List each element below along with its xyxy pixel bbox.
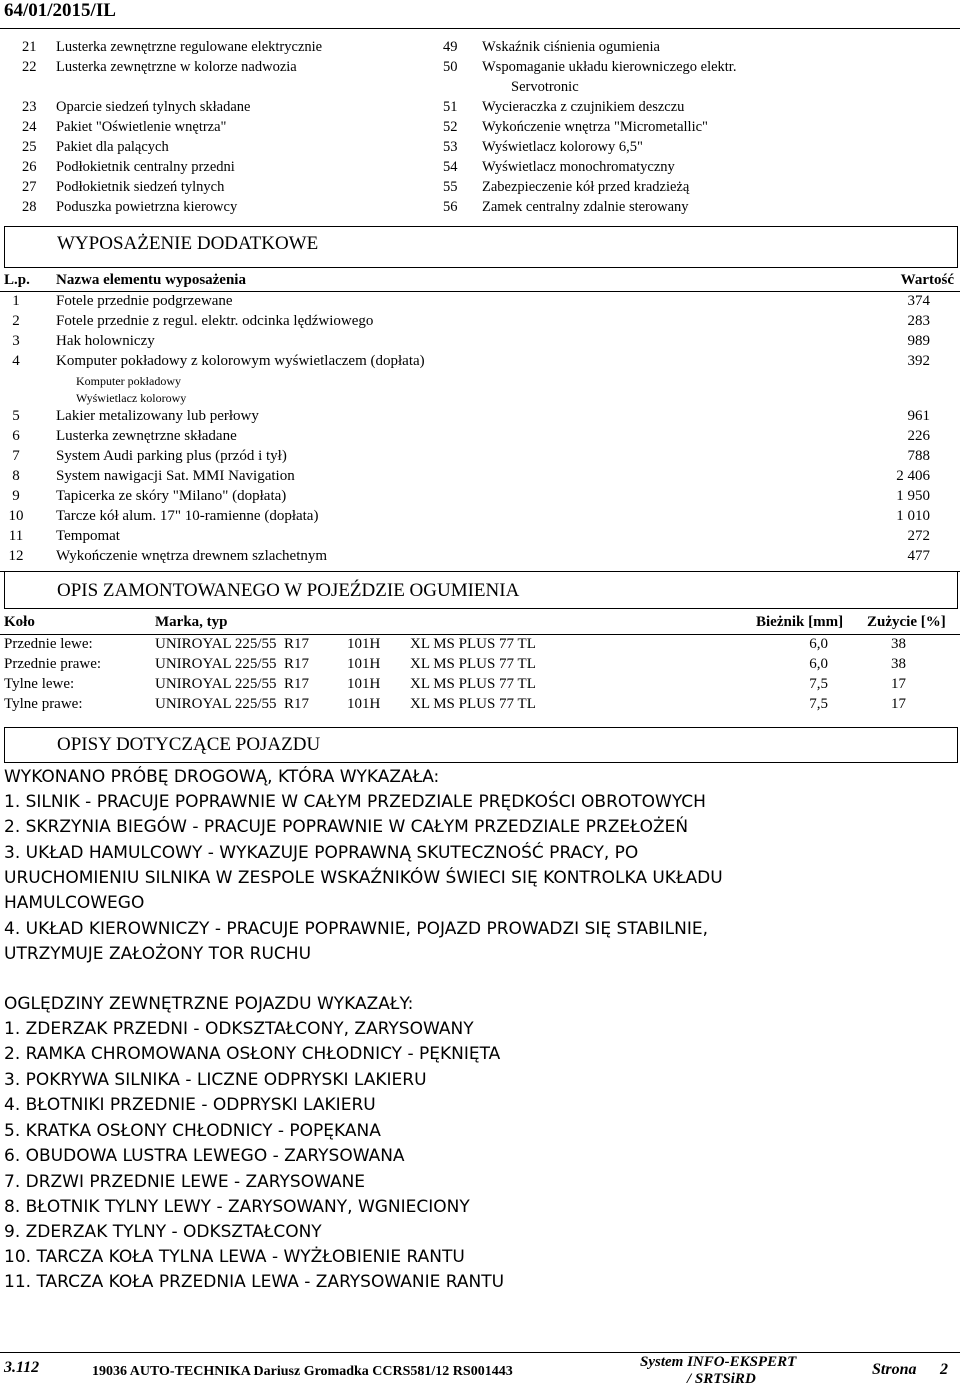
feature-item: Pakiet dla palących: [56, 139, 169, 155]
col-wheel-header: Koło: [4, 614, 35, 630]
vehicle-note-line: 4. BŁOTNIKI PRZEDNIE - ODPRYSKI LAKIERU: [4, 1095, 376, 1115]
footer-page-label: Strona: [872, 1361, 917, 1378]
equipment-value: 374: [907, 293, 930, 309]
tires-header-divider: [0, 634, 960, 635]
vehicle-note-line: 3. POKRYWA SILNIKA - LICZNE ODPRYSKI LAKIERU: [4, 1070, 427, 1090]
feature-number: 27: [22, 179, 37, 195]
equipment-value: 2 406: [896, 468, 930, 484]
tire-wheel: Przednie prawe:: [4, 656, 102, 672]
feature-item: Wykończenie wnętrza "Micrometallic": [482, 119, 708, 135]
vehicle-note-line: 8. BŁOTNIK TYLNY LEWY - ZARYSOWANY, WGNIECIONY: [4, 1197, 470, 1217]
footer-page-number: 2: [940, 1361, 948, 1378]
vehicle-note-line: URUCHOMIENIU SILNIKA W ZESPOLE WSKAŹNIKÓW ŚWIECI SIĘ KONTROLKA UKŁADU: [4, 868, 723, 888]
vehicle-note-line: HAMULCOWEGO: [4, 893, 145, 913]
equipment-name: Fotele przednie z regul. elektr. odcinka lędźwiowego: [56, 313, 374, 329]
footer-system: System INFO-EKSPERT: [640, 1354, 797, 1370]
feature-number: 51: [443, 99, 458, 115]
col-brand-header: Marka, typ: [155, 614, 228, 630]
equipment-lp: 3: [12, 333, 20, 349]
feature-number: 55: [443, 179, 458, 195]
feature-number: 54: [443, 159, 458, 175]
col-tread-header: Bieżnik [mm]: [756, 614, 844, 630]
equipment-sub-item: Wyświetlacz kolorowy: [76, 391, 187, 405]
tire-wear: 38: [891, 636, 906, 652]
vehicle-note-line: 7. DRZWI PRZEDNIE LEWE - ZARYSOWANE: [4, 1172, 366, 1192]
equipment-value: 226: [907, 428, 930, 444]
equipment-value: 477: [907, 548, 930, 564]
equipment-name: Tempomat: [56, 528, 120, 544]
feature-item: Oparcie siedzeń tylnych składane: [56, 99, 251, 115]
equipment-header-divider: [0, 291, 960, 292]
equipment-name: System nawigacji Sat. MMI Navigation: [56, 468, 295, 484]
tire-wear: 17: [891, 676, 906, 692]
tire-load: 101H: [347, 636, 381, 652]
tire-wheel: Tylne prawe:: [4, 696, 83, 712]
equipment-name: Fotele przednie podgrzewane: [56, 293, 233, 309]
feature-item: Wspomaganie układu kierowniczego elektr.: [482, 59, 737, 75]
equipment-lp: 6: [12, 428, 20, 444]
col-name-header: Nazwa elementu wyposażenia: [56, 272, 246, 288]
feature-number: 53: [443, 139, 458, 155]
vehicle-note-line: 11. TARCZA KOŁA PRZEDNIA LEWA - ZARYSOWANIE RANTU: [4, 1272, 505, 1292]
footer-system-sub: / SRTSiRD: [687, 1371, 756, 1387]
extra-equipment-title: WYPOSAŻENIE DODATKOWE: [57, 233, 319, 254]
equipment-lp: 7: [12, 448, 20, 464]
tire-model: XL MS PLUS 77 TL: [410, 636, 536, 652]
tire-brand: UNIROYAL 225/55 R17: [155, 676, 310, 692]
tire-brand: UNIROYAL 225/55 R17: [155, 696, 310, 712]
feature-number: 24: [22, 119, 37, 135]
feature-item: Lusterka zewnętrzne regulowane elektrycznie: [56, 39, 323, 55]
feature-number: 52: [443, 119, 458, 135]
feature-number: 21: [22, 39, 37, 55]
feature-number: 23: [22, 99, 37, 115]
equipment-value: 1 950: [896, 488, 930, 504]
feature-item: Wyświetlacz kolorowy 6,5": [482, 139, 643, 155]
vehicle-note-line: 10. TARCZA KOŁA TYLNA LEWA - WYŻŁOBIENIE RANTU: [4, 1247, 465, 1267]
equipment-value: 788: [907, 448, 930, 464]
equipment-value: 392: [907, 353, 930, 369]
tire-tread: 7,5: [809, 696, 828, 712]
footer-company: 19036 AUTO-TECHNIKA Dariusz Gromadka CCRS581/12 RS001443: [92, 1364, 513, 1379]
equipment-value: 961: [907, 408, 930, 424]
feature-number: 26: [22, 159, 37, 175]
equipment-name: System Audi parking plus (przód i tył): [56, 448, 287, 464]
feature-number: 28: [22, 199, 37, 215]
tire-load: 101H: [347, 676, 381, 692]
tire-wheel: Przednie lewe:: [4, 636, 93, 652]
equipment-lp: 1: [12, 293, 20, 309]
feature-item: Wskaźnik ciśnienia ogumienia: [482, 39, 660, 55]
vehicle-note-line: WYKONANO PRÓBĘ DROGOWĄ, KTÓRA WYKAZAŁA:: [4, 767, 440, 787]
equipment-value: 1 010: [896, 508, 930, 524]
vehicle-note-line: 1. SILNIK - PRACUJE POPRAWNIE W CAŁYM PRZEDZIALE PRĘDKOŚCI OBROTOWYCH: [4, 792, 706, 812]
footer-divider: [0, 1352, 960, 1353]
feature-item: Wycieraczka z czujnikiem deszczu: [482, 99, 685, 115]
tire-model: XL MS PLUS 77 TL: [410, 656, 536, 672]
tire-wear: 17: [891, 696, 906, 712]
tire-tread: 7,5: [809, 676, 828, 692]
equipment-name: Tarcze kół alum. 17" 10-ramienne (dopłata): [56, 508, 319, 524]
document-number: 64/01/2015/IL: [4, 0, 116, 21]
equipment-lp: 5: [12, 408, 20, 424]
equipment-lp: 2: [12, 313, 20, 329]
equipment-value: 272: [907, 528, 930, 544]
equipment-name: Tapicerka ze skóry "Milano" (dopłata): [56, 488, 287, 504]
col-wear-header: Zużycie [%]: [867, 614, 946, 630]
feature-item: Pakiet "Oświetlenie wnętrza": [56, 119, 227, 135]
tires-title: OPIS ZAMONTOWANEGO W POJEŹDZIE OGUMIENIA: [57, 580, 520, 601]
tire-wear: 38: [891, 656, 906, 672]
equipment-name: Komputer pokładowy z kolorowym wyświetlaczem (dopłata): [56, 353, 425, 369]
feature-number: 22: [22, 59, 37, 75]
feature-item: Zabezpieczenie kół przed kradzieżą: [482, 179, 690, 195]
vehicle-note-line: 9. ZDERZAK TYLNY - ODKSZTAŁCONY: [4, 1222, 322, 1242]
vehicle-note-line: 5. KRATKA OSŁONY CHŁODNICY - POPĘKANA: [4, 1121, 381, 1141]
tire-brand: UNIROYAL 225/55 R17: [155, 656, 310, 672]
equipment-name: Wykończenie wnętrza drewnem szlachetnym: [56, 548, 328, 564]
equipment-sub-item: Komputer pokładowy: [76, 374, 181, 388]
tire-wheel: Tylne lewe:: [4, 676, 75, 692]
extra-equipment-title-box: [4, 226, 958, 268]
tire-brand: UNIROYAL 225/55 R17: [155, 636, 310, 652]
feature-item: Podłokietnik centralny przedni: [56, 159, 235, 175]
vehicle-note-line: OGLĘDZINY ZEWNĘTRZNE POJAZDU WYKAZAŁY:: [4, 994, 414, 1014]
feature-item: Wyświetlacz monochromatyczny: [482, 159, 675, 175]
vehicle-note-line: 6. OBUDOWA LUSTRA LEWEGO - ZARYSOWANA: [4, 1146, 405, 1166]
tire-load: 101H: [347, 656, 381, 672]
feature-item: Poduszka powietrzna kierowcy: [56, 199, 238, 215]
footer-section: 3.112: [4, 1359, 40, 1376]
vehicle-notes-title-box: [4, 727, 958, 763]
feature-number: 56: [443, 199, 458, 215]
equipment-lp: 11: [8, 528, 24, 544]
tire-load: 101H: [347, 696, 381, 712]
equipment-value: 989: [907, 333, 930, 349]
equipment-lp: 4: [12, 353, 20, 369]
feature-item: Lusterka zewnętrzne w kolorze nadwozia: [56, 59, 297, 75]
vehicle-note-line: 4. UKŁAD KIEROWNICZY - PRACUJE POPRAWNIE, POJAZD PROWADZI SIĘ STABILNIE,: [4, 919, 709, 939]
feature-item: Zamek centralny zdalnie sterowany: [482, 199, 689, 215]
tires-title-box: [4, 572, 958, 609]
vehicle-note-line: 2. SKRZYNIA BIEGÓW - PRACUJE POPRAWNIE W CAŁYM PRZEDZIALE PRZEŁOŻEŃ: [4, 817, 689, 837]
equipment-name: Lusterka zewnętrzne składane: [56, 428, 237, 444]
equipment-lp: 12: [8, 548, 24, 564]
vehicle-note-line: 1. ZDERZAK PRZEDNI - ODKSZTAŁCONY, ZARYSOWANY: [4, 1019, 474, 1039]
feature-item: Servotronic: [511, 79, 579, 95]
tire-model: XL MS PLUS 77 TL: [410, 696, 536, 712]
tire-tread: 6,0: [809, 636, 828, 652]
vehicle-notes-title: OPISY DOTYCZĄCE POJAZDU: [57, 734, 321, 755]
equipment-lp: 10: [8, 508, 24, 524]
col-value-header: Wartość: [900, 272, 954, 288]
equipment-lp: 9: [12, 488, 20, 504]
header-divider: [0, 28, 960, 29]
vehicle-note-line: 2. RAMKA CHROMOWANA OSŁONY CHŁODNICY - PĘKNIĘTA: [4, 1044, 501, 1064]
equipment-value: 283: [907, 313, 930, 329]
feature-item: Podłokietnik siedzeń tylnych: [56, 179, 225, 195]
tire-tread: 6,0: [809, 656, 828, 672]
feature-number: 25: [22, 139, 37, 155]
feature-number: 49: [443, 39, 458, 55]
equipment-name: Lakier metalizowany lub perłowy: [56, 408, 259, 424]
tire-model: XL MS PLUS 77 TL: [410, 676, 536, 692]
equipment-name: Hak holowniczy: [56, 333, 155, 349]
equipment-lp: 8: [12, 468, 20, 484]
vehicle-note-line: 3. UKŁAD HAMULCOWY - WYKAZUJE POPRAWNĄ SKUTECZNOŚĆ PRACY, PO: [4, 843, 639, 863]
col-lp-header: L.p.: [4, 272, 30, 288]
feature-number: 50: [443, 59, 458, 75]
vehicle-note-line: UTRZYMUJE ZAŁOŻONY TOR RUCHU: [4, 944, 312, 964]
